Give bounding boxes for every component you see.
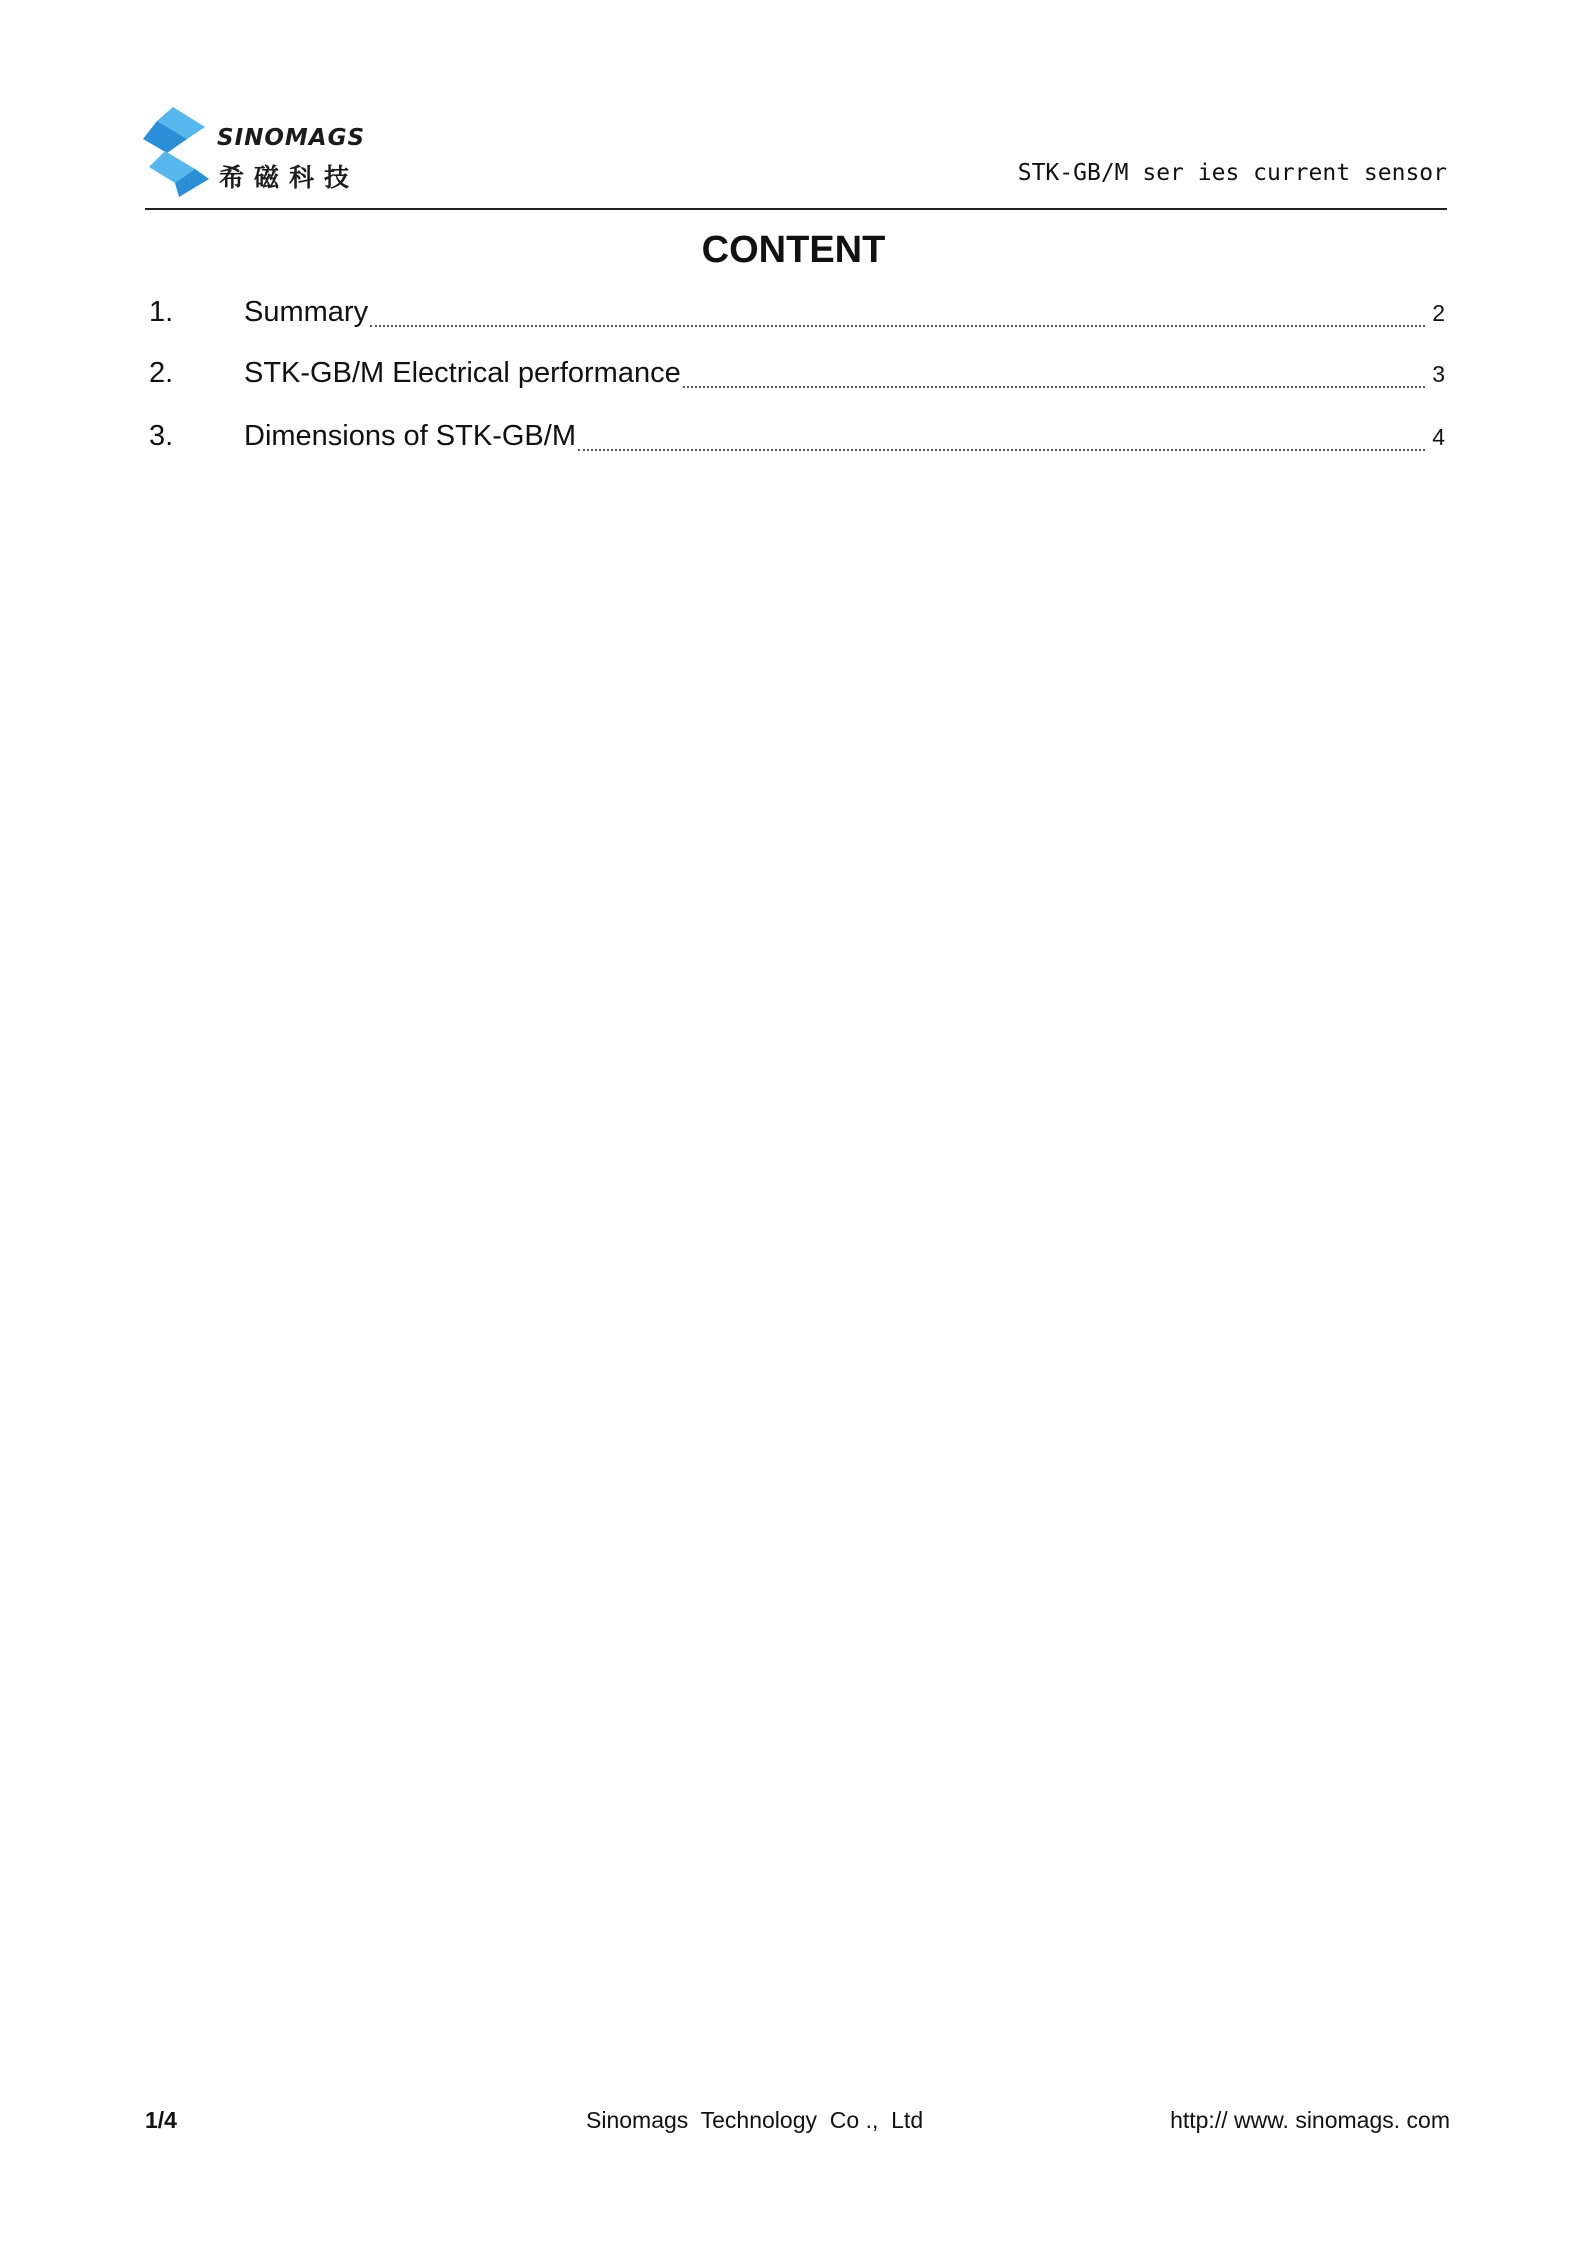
logo-chinese-text: 希磁科技: [219, 163, 360, 192]
toc-entry-summary[interactable]: [145, 296, 1445, 336]
toc-entry-number: 1.: [149, 296, 174, 328]
header-divider: [145, 208, 1447, 210]
toc-entry-page: 3: [1432, 361, 1445, 387]
toc-entry-dimensions[interactable]: [145, 420, 1445, 460]
toc-entry-number: 2.: [149, 357, 174, 389]
sinomags-logo-icon: [143, 107, 209, 197]
company-logo: [143, 107, 383, 197]
toc-entry-label: Dimensions of STK-GB/M: [244, 420, 576, 452]
toc-entry-label: STK-GB/M Electrical performance: [244, 357, 681, 389]
toc-entry-electrical-performance[interactable]: [145, 357, 1445, 397]
footer-company-name: Sinomags Technology Co ., Ltd: [586, 2107, 924, 2133]
toc-leader-dots: [578, 448, 1425, 451]
footer-website-link[interactable]: http:// www. sinomags. com: [1170, 2107, 1450, 2133]
toc-entry-page: 4: [1432, 424, 1445, 450]
toc-entry-label: Summary: [244, 296, 369, 328]
logo-brand-text: SINOMAGS: [217, 125, 366, 151]
document-header-title: STK-GB/M ser ies current sensor: [1017, 160, 1447, 186]
toc-leader-dots: [683, 385, 1425, 388]
page-title: CONTENT: [701, 229, 886, 271]
toc-entry-number: 3.: [149, 420, 174, 452]
toc-leader-dots: [370, 324, 1425, 327]
footer-page-number: 1/4: [145, 2107, 177, 2133]
toc-entry-page: 2: [1432, 300, 1445, 326]
